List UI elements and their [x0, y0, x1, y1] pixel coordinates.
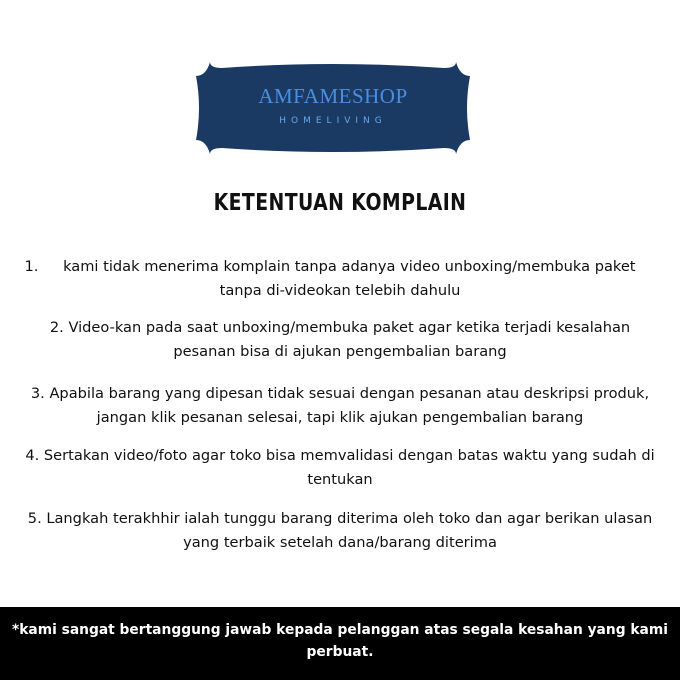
rule-text-line2: pesanan bisa di ajukan pengembalian barang [173, 343, 507, 360]
rule-text-line2: tanpa di-videokan telebih dahulu [219, 282, 461, 299]
rule-text-line1: Apabila barang yang dipesan tidak sesuai dengan pesanan atau deskripsi produk, [49, 385, 650, 402]
rule-text-line2: jangan klik pesanan selesai, tapi klik ajukan pengembalian barang [96, 409, 584, 426]
logo-tagline: HOMELIVING [279, 116, 387, 126]
rule-text-line2: yang terbaik setelah dana/barang diterima [183, 534, 497, 551]
page-title: KETENTUAN KOMPLAIN [213, 190, 467, 216]
rule-number: 3. [30, 385, 45, 402]
footer-banner [0, 607, 680, 680]
rule-item [14, 507, 666, 555]
rule-text-line1: kami tidak menerima komplain tanpa adanya video unboxing/membuka paket [63, 258, 636, 275]
rule-number: 5. [27, 510, 42, 527]
rule-number: 1. [24, 258, 39, 275]
rule-item [14, 444, 666, 492]
footer-text-line1: *kami sangat bertanggung jawab kepada pelanggan atas segala kesahan yang kami [12, 622, 668, 638]
logo-brand-name: AMFAMESHOP [258, 84, 408, 108]
rule-text-line1: Sertakan video/foto agar toko bisa memvalidasi dengan batas waktu yang sudah di [43, 447, 655, 464]
rule-item [14, 382, 666, 430]
rule-text-line1: Video-kan pada saat unboxing/membuka paket agar ketika terjadi kesalahan [68, 319, 631, 336]
shop-logo [194, 62, 472, 154]
rule-number: 4. [25, 447, 40, 464]
footer-text-line2: perbuat. [306, 644, 374, 660]
rule-item [14, 316, 666, 364]
rule-text-line2: tentukan [307, 471, 373, 488]
rule-item [14, 255, 666, 303]
rule-text-line1: Langkah terakhhir ialah tunggu barang diterima oleh toko dan agar berikan ulasan [46, 510, 653, 527]
rule-number: 2. [49, 319, 64, 336]
